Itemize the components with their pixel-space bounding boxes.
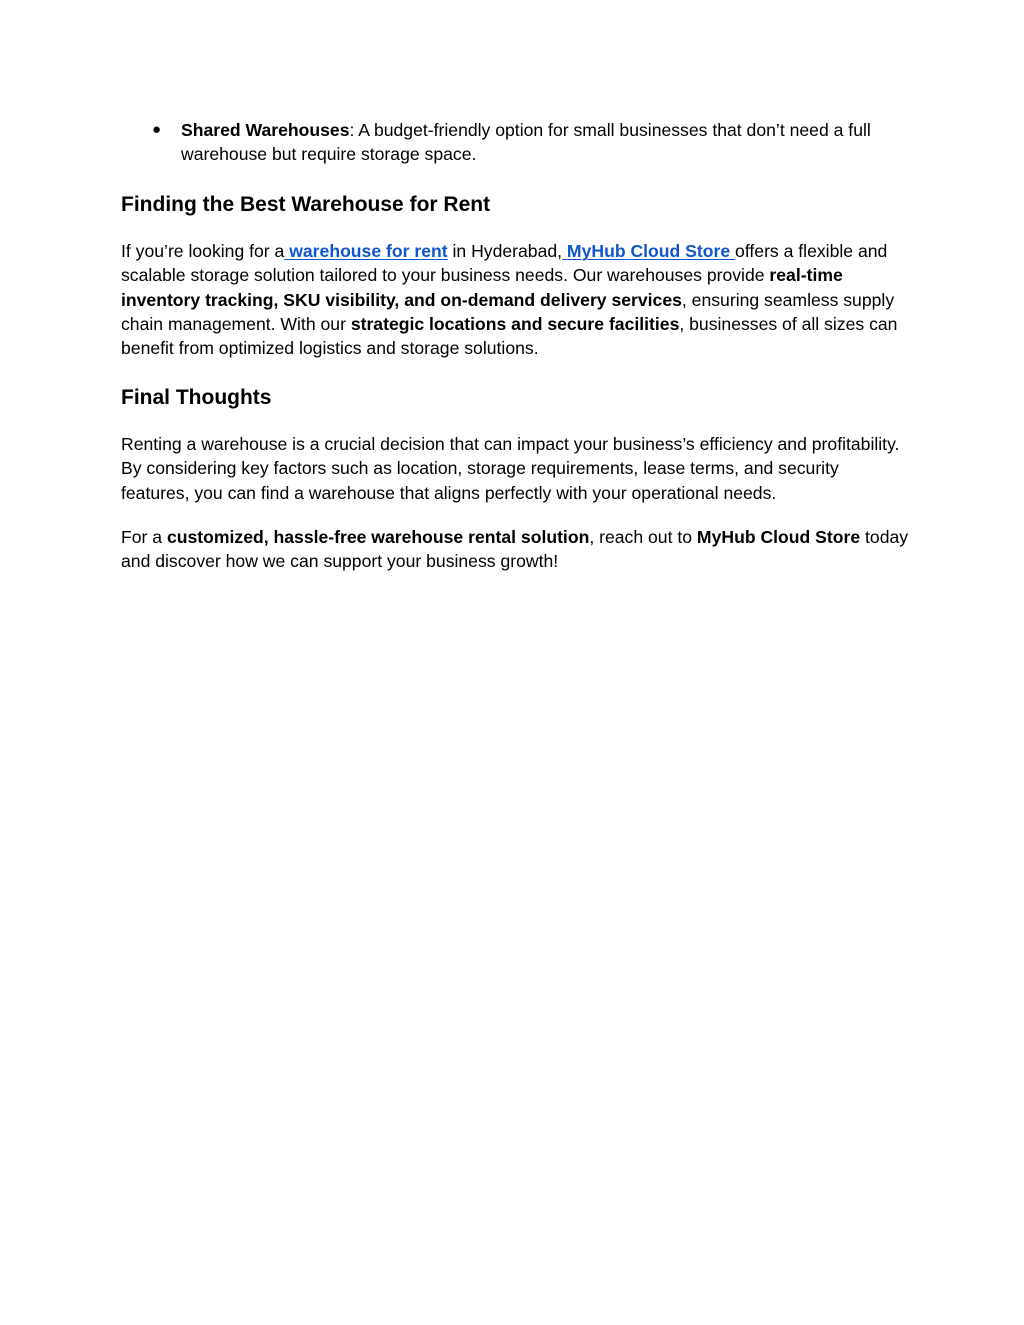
bold-segment: customized, hassle-free warehouse rental solution	[166, 527, 590, 548]
section-heading-final-thoughts: Final Thoughts	[121, 385, 272, 409]
bold-segment: real-time inventory tracking, SKU visibility, and on-demand delivery services	[121, 265, 843, 310]
paragraph-final-2	[121, 525, 911, 574]
bold-segment: MyHub Cloud Store	[696, 527, 861, 548]
text-segment: , ensuring seamless supply chain management. With our	[121, 289, 895, 335]
bullet-item-shared-warehouses	[121, 118, 911, 167]
text-segment: , businesses of all sizes can benefit from optimized logistics and storage solutions.	[121, 314, 898, 359]
document-page	[121, 118, 911, 574]
text-segment: offers a flexible and scalable storage solution tailored to your business needs. Our warehouses provide	[121, 240, 888, 286]
paragraph-finding	[121, 239, 911, 361]
bold-segment: strategic locations and secure facilities	[350, 314, 680, 335]
section-heading-finding: Finding the Best Warehouse for Rent	[121, 192, 491, 216]
bullet-text: : A budget-friendly option for small businesses that don’t need a full warehouse but require storage space.	[181, 120, 871, 165]
text-segment: in Hyderabad,	[447, 240, 563, 261]
text-segment: , reach out to	[589, 527, 697, 548]
text-segment: today and discover how we can support your business growth!	[121, 527, 909, 572]
link-myhub-cloud-store[interactable]: MyHub Cloud Store	[562, 240, 736, 261]
bullet-label: Shared Warehouses	[181, 120, 350, 140]
link-warehouse-for-rent[interactable]: warehouse for rent	[284, 240, 448, 261]
paragraph-final-1: Renting a warehouse is a crucial decision that can impact your business’s efficiency and profitability. By considering key factors such as location, storage requirements, lease terms, and security features, you can find a warehouse that aligns perfectly with your operational needs.	[121, 433, 900, 503]
text-segment: For a	[121, 527, 167, 548]
text-segment: If you’re looking for a	[121, 240, 285, 261]
bullet-icon: ●	[152, 121, 162, 138]
